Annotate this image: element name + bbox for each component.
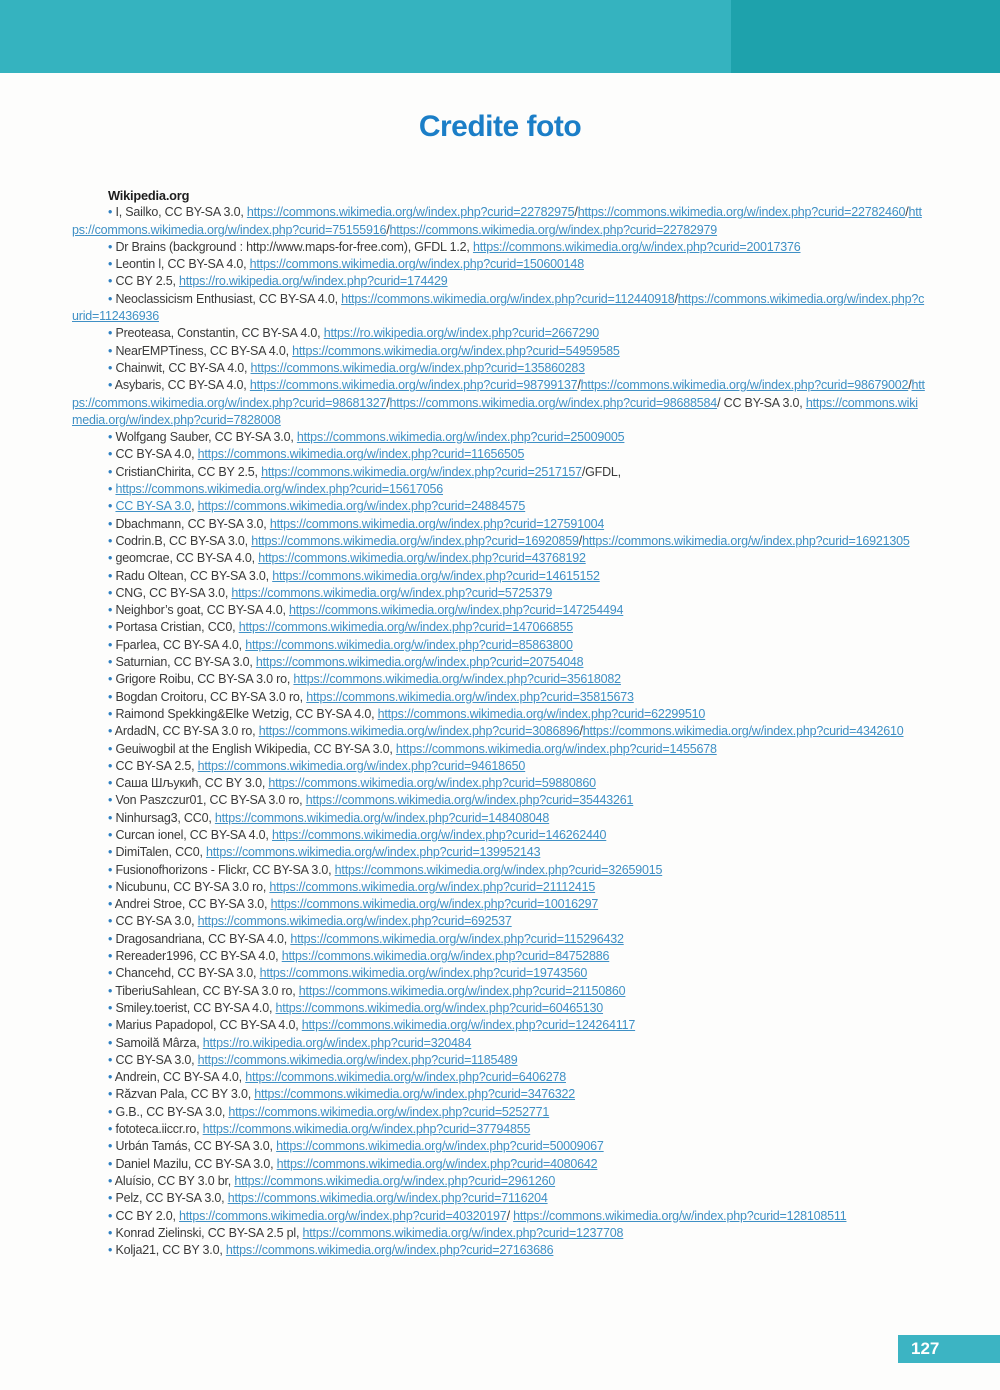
credit-link[interactable]: CC BY-SA 3.0	[115, 499, 192, 514]
credit-link[interactable]: https://commons.wikimedia.org/w/index.php?curid=10016297	[270, 897, 599, 912]
credit-text: /	[578, 533, 583, 548]
credit-text: Pelz, CC BY-SA 3.0,	[115, 1191, 228, 1206]
bullet-icon: •	[108, 360, 116, 375]
credit-text: Fusionofhorizons - Flickr, CC BY-SA 3.0,	[115, 862, 335, 877]
credit-item	[72, 723, 928, 740]
bullet-icon: •	[108, 603, 116, 618]
credit-link[interactable]: https://commons.wikimedia.org/w/index.php?curid=139952143	[206, 845, 541, 860]
credit-text: Marius Papadopol, CC BY-SA 4.0,	[115, 1018, 302, 1033]
credit-link[interactable]: https://commons.wikimedia.org/w/index.php?curid=21112415	[269, 879, 596, 894]
credit-item	[72, 1104, 928, 1121]
credit-link[interactable]: https://commons.wikimedia.org/w/index.php?curid=22782460	[577, 205, 906, 220]
credit-item	[72, 1190, 928, 1207]
credit-text: CC BY-SA 2.5,	[115, 758, 198, 773]
credit-text: Geuiwogbil at the English Wikipedia, CC BY-SA 3.0,	[115, 741, 396, 756]
credit-text: /	[506, 1208, 514, 1223]
credit-text: geomcrae, CC BY-SA 4.0,	[115, 551, 259, 566]
credit-item	[72, 1156, 928, 1173]
credit-link[interactable]: https://commons.wikimedia.org/w/index.php?curid=3086896	[258, 724, 580, 739]
credit-link[interactable]: https://ro.wikipedia.org/w/index.php?curid=174429	[179, 274, 448, 289]
credit-link[interactable]: https://commons.wikimedia.org/w/index.php?curid=35443261	[305, 793, 634, 808]
credit-item	[72, 464, 928, 481]
credit-item	[72, 1138, 928, 1155]
credit-link[interactable]: https://ro.wikipedia.org/w/index.php?curid=2667290	[323, 326, 599, 341]
credit-item	[72, 1173, 928, 1190]
credit-link[interactable]: https://commons.wikimedia.org/w/index.php?curid=22782975	[246, 205, 575, 220]
credit-item	[72, 377, 928, 429]
bullet-icon: •	[108, 447, 116, 462]
credit-text: CC BY-SA 3.0,	[115, 1052, 198, 1067]
credit-item	[72, 1121, 928, 1138]
credit-item	[72, 568, 928, 585]
bullet-icon: •	[108, 1000, 116, 1015]
credit-text: CC BY 2.0,	[115, 1208, 180, 1223]
credit-item	[72, 775, 928, 792]
bullet-icon: •	[108, 326, 116, 341]
credit-link[interactable]: https://commons.wikimedia.org/w/index.php?curid=127591004	[269, 516, 605, 531]
bullet-icon: •	[108, 482, 116, 497]
credit-link[interactable]: https://commons.wikimedia.org/w/index.php?curid=85863800	[245, 637, 573, 652]
bullet-icon: •	[108, 205, 116, 220]
bullet-icon: •	[108, 568, 116, 583]
bullet-icon: •	[108, 724, 115, 739]
credit-item	[72, 879, 928, 896]
credit-link[interactable]: https://ro.wikipedia.org/w/index.php?curid=320484	[202, 1035, 472, 1050]
credit-link[interactable]: https://commons.wikimedia.org/w/index.php?curid=148408048	[214, 810, 550, 825]
credit-link[interactable]: https://commons.wikimedia.org/w/index.php?curid=60465130	[275, 1000, 604, 1015]
credit-text: CC BY 2.5,	[115, 274, 180, 289]
bullet-icon: •	[108, 1122, 116, 1137]
credit-text: Konrad Zielinski, CC BY-SA 2.5 pl,	[115, 1225, 303, 1240]
credit-text: Andrein, CC BY-SA 4.0,	[114, 1070, 246, 1085]
credit-link[interactable]: https://commons.wikimedia.org/w/index.php?curid=147254494	[289, 603, 624, 618]
bullet-icon: •	[108, 533, 116, 548]
credit-text: Dr Brains (background : http://www.maps-for-free.com), GFDL 1.2,	[115, 239, 473, 254]
credit-link[interactable]: https://commons.wikimedia.org/w/index.php?curid=37794855	[202, 1122, 531, 1137]
credit-text: /	[574, 205, 578, 220]
page-title: Credite foto	[418, 110, 582, 143]
bullet-icon: •	[108, 914, 116, 929]
bullet-icon: •	[108, 966, 116, 981]
credit-text: Curcan ionel, CC BY-SA 4.0,	[115, 827, 272, 842]
bullet-icon: •	[108, 516, 116, 531]
bullet-icon: •	[108, 1087, 116, 1102]
credit-item	[72, 654, 928, 671]
bullet-icon: •	[108, 1104, 116, 1119]
credit-text: Smiley.toerist, CC BY-SA 4.0,	[115, 1000, 276, 1015]
credit-item	[72, 965, 928, 982]
credit-text: Саша Шљукић, CC BY 3.0,	[115, 776, 269, 791]
credit-text: Urbán Tamás, CC BY-SA 3.0,	[115, 1139, 277, 1154]
credit-link[interactable]: https://commons.wikimedia.org/w/index.php?curid=112436936	[72, 291, 925, 324]
bullet-icon: •	[108, 845, 116, 860]
credit-text: TiberiuSahlean, CC BY-SA 3.0 ro,	[115, 983, 299, 998]
credit-item	[72, 706, 928, 723]
credit-link[interactable]: https://commons.wikimedia.org/w/index.php?curid=4080642	[276, 1156, 598, 1171]
credit-text: Portasa Cristian, CC0,	[115, 620, 239, 635]
credit-item	[72, 827, 928, 844]
credit-item	[72, 481, 928, 498]
credit-link[interactable]: https://commons.wikimedia.org/w/index.php?curid=150600148	[249, 257, 584, 272]
credit-link[interactable]: https://commons.wikimedia.org/w/index.php?curid=2961260	[234, 1173, 556, 1188]
credit-text: Răzvan Pala, CC BY 3.0,	[115, 1087, 255, 1102]
credit-link[interactable]: https://commons.wikimedia.org/w/index.php?curid=16921305	[582, 533, 910, 548]
credit-text: Chancehd, CC BY-SA 3.0,	[115, 966, 260, 981]
credit-text: Saturnian, CC BY-SA 3.0,	[115, 655, 256, 670]
bullet-icon: •	[108, 931, 116, 946]
credit-link[interactable]: https://commons.wikimedia.org/w/index.php?curid=112440918	[341, 291, 675, 306]
bullet-icon: •	[108, 1225, 116, 1240]
credit-item	[72, 1000, 928, 1017]
bullet-icon: •	[108, 672, 116, 687]
credit-item	[72, 602, 928, 619]
credit-link[interactable]: https://commons.wikimedia.org/w/index.php?curid=7828008	[72, 395, 918, 427]
credit-text: DimiTalen, CC0,	[115, 845, 207, 860]
credit-text: I, Sailko, CC BY-SA 3.0,	[115, 205, 247, 220]
credit-link[interactable]: https://commons.wikimedia.org/w/index.php?curid=128108511	[513, 1208, 847, 1223]
credit-link[interactable]: https://commons.wikimedia.org/w/index.php?curid=5725379	[231, 585, 553, 600]
header-band-right	[731, 0, 1000, 73]
bullet-icon: •	[108, 1070, 115, 1085]
credit-link[interactable]: https://commons.wikimedia.org/w/index.php?curid=24884575	[197, 499, 526, 514]
credit-link[interactable]: https://commons.wikimedia.org/w/index.php?curid=4342610	[582, 724, 904, 739]
bullet-icon: •	[108, 689, 116, 704]
credit-item	[72, 1242, 928, 1259]
credit-item	[72, 741, 928, 758]
credit-link[interactable]: https://commons.wikimedia.org/w/index.php?curid=98688584	[389, 395, 718, 410]
credit-item	[72, 1086, 928, 1103]
credit-item	[72, 637, 928, 654]
credit-text: /GFDL,	[581, 464, 621, 479]
credit-link[interactable]: https://commons.wikimedia.org/w/index.php?curid=98679002	[580, 378, 909, 393]
credit-text: Codrin.B, CC BY-SA 3.0,	[115, 533, 252, 548]
credit-text: /	[908, 378, 912, 393]
credit-link[interactable]: https://commons.wikimedia.org/w/index.php?curid=14615152	[272, 568, 600, 583]
bullet-icon: •	[108, 810, 116, 825]
credit-link[interactable]: https://commons.wikimedia.org/w/index.php?curid=146262440	[271, 827, 607, 842]
bullet-icon: •	[108, 274, 116, 289]
section-heading: Wikipedia.org	[108, 188, 190, 203]
credit-link[interactable]: https://commons.wikimedia.org/w/index.php?curid=25009005	[296, 430, 625, 445]
bullet-icon: •	[108, 776, 116, 791]
credit-text: Samoilă Mârza,	[115, 1035, 203, 1050]
credit-link[interactable]: https://commons.wikimedia.org/w/index.php?curid=147066855	[238, 620, 573, 635]
credit-item	[72, 498, 928, 515]
credit-link[interactable]: https://commons.wikimedia.org/w/index.php?curid=11656505	[197, 447, 525, 462]
credit-text: Wolfgang Sauber, CC BY-SA 3.0,	[115, 430, 297, 445]
credit-link[interactable]: https://commons.wikimedia.org/w/index.php?curid=1237708	[302, 1225, 624, 1240]
credits-section	[72, 187, 928, 1259]
credit-text: CristianChirita, CC BY 2.5,	[115, 464, 262, 479]
credits-list	[72, 204, 928, 1259]
credit-link[interactable]: https://commons.wikimedia.org/w/index.php?curid=115296432	[290, 931, 624, 946]
bullet-icon: •	[108, 706, 116, 721]
credit-text: NearEMPTiness, CC BY-SA 4.0,	[115, 343, 293, 358]
credit-item	[72, 896, 928, 913]
credit-item	[72, 516, 928, 533]
credit-item	[72, 862, 928, 879]
credit-text: /	[386, 395, 390, 410]
credit-link[interactable]: https://commons.wikimedia.org/w/index.php?curid=75155916	[72, 205, 922, 237]
credit-item	[72, 550, 928, 567]
credit-link[interactable]: https://commons.wikimedia.org/w/index.php?curid=124264117	[301, 1018, 636, 1033]
credit-link[interactable]: https://commons.wikimedia.org/w/index.php?curid=2517157	[261, 464, 582, 479]
credit-text: Neighbor’s goat, CC BY-SA 4.0,	[115, 603, 289, 618]
bullet-icon: •	[108, 239, 116, 254]
bullet-icon: •	[108, 1018, 116, 1033]
credit-text: Daniel Mazilu, CC BY-SA 3.0,	[115, 1156, 277, 1171]
header-band-left	[0, 0, 731, 73]
credit-link[interactable]: https://commons.wikimedia.org/w/index.php?curid=54959585	[292, 343, 620, 358]
credit-link[interactable]: https://commons.wikimedia.org/w/index.php?curid=84752886	[281, 949, 610, 964]
credit-text: CNG, CC BY-SA 3.0,	[115, 585, 232, 600]
credit-item	[72, 948, 928, 965]
credit-item	[72, 619, 928, 636]
credit-item	[72, 1035, 928, 1052]
bullet-icon: •	[108, 257, 116, 272]
credit-link[interactable]: https://commons.wikimedia.org/w/index.php?curid=35815673	[306, 689, 634, 704]
bullet-icon: •	[108, 343, 116, 358]
credit-item	[72, 585, 928, 602]
credit-text: CC BY-SA 3.0,	[115, 914, 198, 929]
bullet-icon: •	[108, 499, 116, 514]
credit-link[interactable]: https://commons.wikimedia.org/w/index.php?curid=135860283	[250, 360, 585, 375]
credit-text: Aluísio, CC BY 3.0 br,	[114, 1173, 235, 1188]
credit-text: Chainwit, CC BY-SA 4.0,	[115, 360, 251, 375]
credit-link[interactable]: https://commons.wikimedia.org/w/index.php?curid=94618650	[197, 758, 526, 773]
credit-item	[72, 291, 928, 326]
credit-text: G.B., CC BY-SA 3.0,	[115, 1104, 229, 1119]
credit-link[interactable]: https://commons.wikimedia.org/w/index.php?curid=59880860	[268, 776, 596, 791]
credit-item	[72, 792, 928, 809]
bullet-icon: •	[108, 655, 116, 670]
credit-item	[72, 446, 928, 463]
credit-link[interactable]: https://commons.wikimedia.org/w/index.php?curid=27163686	[225, 1243, 554, 1258]
credit-text: Raimond Spekking&Elke Wetzig, CC BY-SA 4.0,	[115, 706, 378, 721]
credit-item	[72, 204, 928, 239]
credit-text: Kolja21, CC BY 3.0,	[115, 1243, 226, 1258]
credit-link[interactable]: https://commons.wikimedia.org/w/index.php?curid=20017376	[472, 239, 801, 254]
credit-text: /	[577, 378, 581, 393]
credit-text: Von Paszczur01, CC BY-SA 3.0 ro,	[115, 793, 306, 808]
credit-text: Neoclassicism Enthusiast, CC BY-SA 4.0,	[115, 291, 342, 306]
header-band	[0, 0, 1000, 73]
credit-item	[72, 913, 928, 930]
credit-item	[72, 1225, 928, 1242]
credit-item	[72, 758, 928, 775]
credit-text: Preoteasa, Constantin, CC BY-SA 4.0,	[115, 326, 324, 341]
credit-item	[72, 1052, 928, 1069]
credit-text: fototeca.iiccr.ro,	[115, 1122, 203, 1137]
credit-text: Radu Oltean, CC BY-SA 3.0,	[115, 568, 273, 583]
bullet-icon: •	[108, 551, 116, 566]
credit-text: / CC BY-SA 3.0,	[717, 395, 806, 410]
credit-text: Fparlea, CC BY-SA 4.0,	[115, 637, 246, 652]
credit-link[interactable]: https://commons.wikimedia.org/w/index.php?curid=40320197	[179, 1208, 507, 1223]
bullet-icon: •	[108, 1208, 116, 1223]
credit-item	[72, 671, 928, 688]
credit-link[interactable]: https://commons.wikimedia.org/w/index.php?curid=20754048	[255, 655, 584, 670]
credit-link[interactable]: https://commons.wikimedia.org/w/index.php?curid=21150860	[298, 983, 626, 998]
credit-link[interactable]: https://commons.wikimedia.org/w/index.php?curid=35618082	[293, 672, 621, 687]
credit-text: Andrei Stroe, CC BY-SA 3.0,	[114, 897, 271, 912]
credit-link[interactable]: https://commons.wikimedia.org/w/index.php?curid=43768192	[258, 551, 586, 566]
credit-item	[72, 273, 928, 290]
credit-link[interactable]: https://commons.wikimedia.org/w/index.php?curid=1455678	[395, 741, 717, 756]
credit-text: /	[386, 222, 390, 237]
credit-item	[72, 429, 928, 446]
credit-link[interactable]: https://commons.wikimedia.org/w/index.php?curid=19743560	[259, 966, 588, 981]
credit-link[interactable]: https://commons.wikimedia.org/w/index.php?curid=5252771	[228, 1104, 550, 1119]
credit-text: Nicubunu, CC BY-SA 3.0 ro,	[115, 879, 270, 894]
credit-link[interactable]: https://commons.wikimedia.org/w/index.php?curid=62299510	[377, 706, 706, 721]
credit-item	[72, 1017, 928, 1034]
credit-link[interactable]: https://commons.wikimedia.org/w/index.php?curid=50009067	[276, 1139, 604, 1154]
bullet-icon: •	[108, 585, 116, 600]
credit-text: ArdadN, CC BY-SA 3.0 ro,	[114, 724, 259, 739]
bullet-icon: •	[108, 464, 116, 479]
credit-link[interactable]: https://commons.wikimedia.org/w/index.php?curid=692537	[197, 914, 512, 929]
bullet-icon: •	[108, 430, 116, 445]
credit-link[interactable]: https://commons.wikimedia.org/w/index.php?curid=98799137	[249, 378, 578, 393]
bullet-icon: •	[108, 983, 116, 998]
credit-item	[72, 360, 928, 377]
page-number-badge: 127	[898, 1335, 1000, 1363]
bullet-icon: •	[108, 827, 116, 842]
credit-text: /	[905, 205, 909, 220]
credit-text: ,	[191, 499, 198, 514]
credit-text: Ninhursag3, CC0,	[115, 810, 215, 825]
credit-link[interactable]: https://commons.wikimedia.org/w/index.php?curid=16920859	[251, 533, 579, 548]
bullet-icon: •	[108, 1052, 116, 1067]
credit-text: Asybaris, CC BY-SA 4.0,	[114, 378, 250, 393]
credit-text: /	[579, 724, 583, 739]
credit-item	[72, 343, 928, 360]
credit-item	[72, 689, 928, 706]
credit-text: CC BY-SA 4.0,	[115, 447, 198, 462]
credit-item	[72, 1208, 928, 1225]
bullet-icon: •	[108, 949, 116, 964]
bullet-icon: •	[108, 862, 116, 877]
credit-item	[72, 1069, 928, 1086]
credit-item	[72, 983, 928, 1000]
bullet-icon: •	[108, 793, 116, 808]
credit-text: Bogdan Croitoru, CC BY-SA 3.0 ro,	[115, 689, 307, 704]
bullet-icon: •	[108, 1156, 116, 1171]
credit-item	[72, 239, 928, 256]
bullet-icon: •	[108, 741, 116, 756]
bullet-icon: •	[108, 1191, 116, 1206]
credit-link[interactable]: https://commons.wikimedia.org/w/index.php?curid=98681327	[72, 378, 925, 410]
credit-item	[72, 844, 928, 861]
bullet-icon: •	[108, 879, 116, 894]
bullet-icon: •	[108, 1173, 115, 1188]
credit-text: /	[674, 291, 678, 306]
bullet-icon: •	[108, 897, 115, 912]
credit-text: Leontin l, CC BY-SA 4.0,	[115, 257, 250, 272]
bullet-icon: •	[108, 1139, 116, 1154]
credit-link[interactable]: https://commons.wikimedia.org/w/index.php?curid=32659015	[334, 862, 663, 877]
credit-link[interactable]: https://commons.wikimedia.org/w/index.php?curid=6406278	[245, 1070, 566, 1085]
credit-item	[72, 931, 928, 948]
bullet-icon: •	[108, 291, 116, 306]
bullet-icon: •	[108, 1035, 116, 1050]
credit-link[interactable]: https://commons.wikimedia.org/w/index.php?curid=15617056	[115, 482, 443, 497]
bullet-icon: •	[108, 378, 115, 393]
credit-item	[72, 810, 928, 827]
credit-text: Grigore Roibu, CC BY-SA 3.0 ro,	[115, 672, 294, 687]
bullet-icon: •	[108, 1243, 116, 1258]
credit-link[interactable]: https://commons.wikimedia.org/w/index.php?curid=7116204	[227, 1191, 548, 1206]
credit-item	[72, 533, 928, 550]
credit-link[interactable]: https://commons.wikimedia.org/w/index.php?curid=3476322	[254, 1087, 576, 1102]
credit-link[interactable]: https://commons.wikimedia.org/w/index.php?curid=22782979	[389, 222, 718, 237]
credit-text: Dragosandriana, CC BY-SA 4.0,	[115, 931, 291, 946]
credit-item	[72, 325, 928, 342]
credit-link[interactable]: https://commons.wikimedia.org/w/index.php?curid=1185489	[197, 1052, 518, 1067]
bullet-icon: •	[108, 637, 116, 652]
credit-text: Rereader1996, CC BY-SA 4.0,	[115, 949, 282, 964]
bullet-icon: •	[108, 620, 116, 635]
bullet-icon: •	[108, 758, 116, 773]
credit-item	[72, 256, 928, 273]
credit-text: Dbachmann, CC BY-SA 3.0,	[115, 516, 270, 531]
